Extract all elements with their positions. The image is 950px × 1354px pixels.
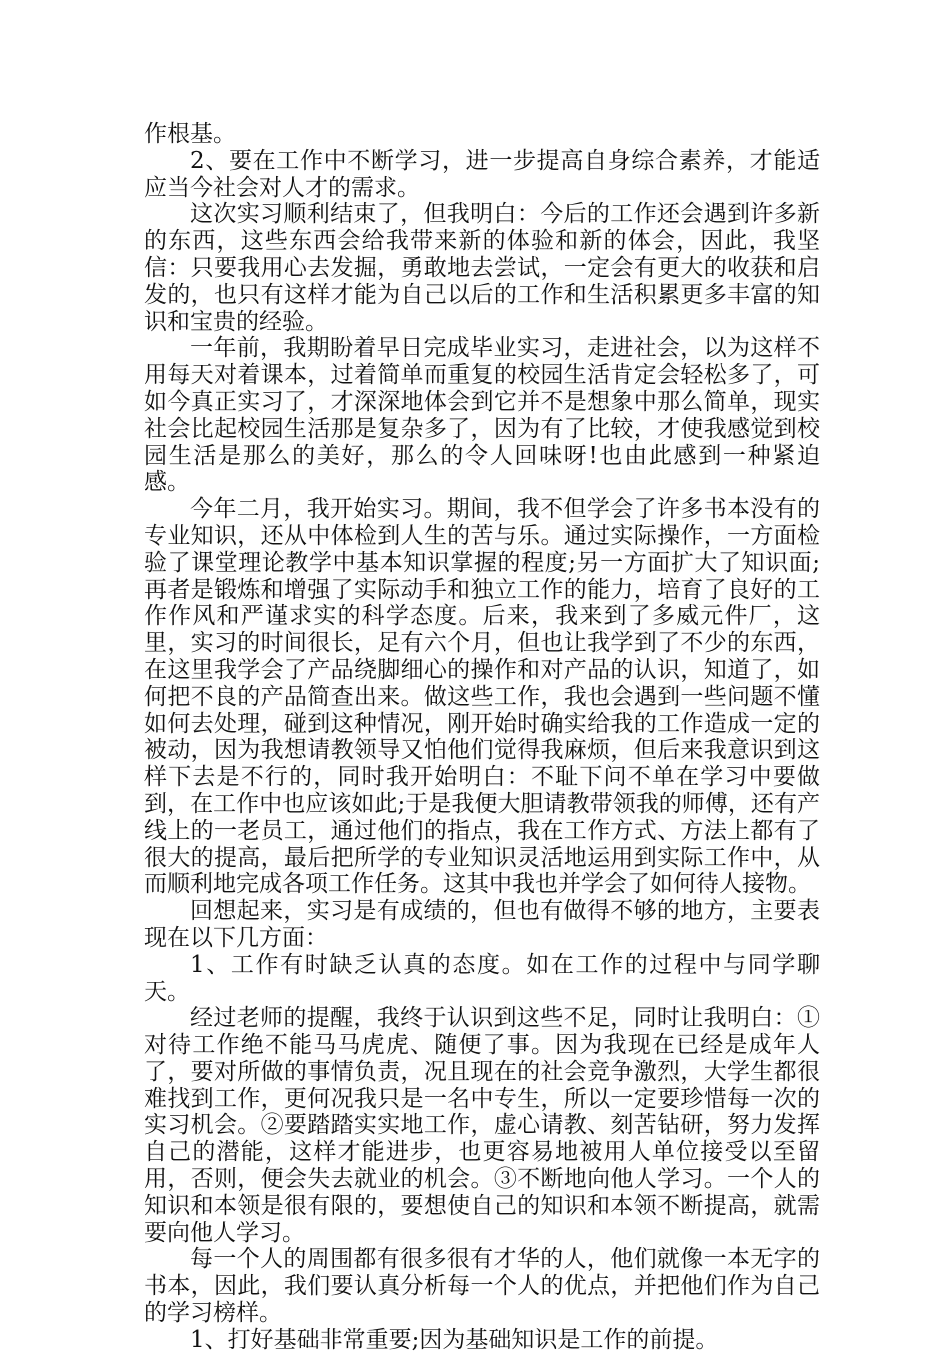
paragraph: 每一个人的周围都有很多很有才华的人，他们就像一本无字的书本，因此，我们要认真分析每一个人的优点，并把他们作为自己的学习榜样。 bbox=[144, 1246, 820, 1327]
paragraph: 2、要在工作中不断学习，进一步提高自身综合素养，才能适应当今社会对人才的需求。 bbox=[144, 147, 820, 201]
paragraph: 今年二月，我开始实习。期间，我不但学会了许多书本没有的专业知识，还从中体检到人生的苦与乐。通过实际操作，一方面检验了课堂理论教学中基本知识掌握的程度;另一方面扩大了知识面;再者是锻炼和增强了实际动手和独立工作的能力，培育了良好的工作作风和严谨求实的科学态度。后来，我来到了多威元件厂，这里，实习的时间很长，足有六个月，但也让我学到了不少的东西，在这里我学会了产品绕脚细心的操作和对产品的认识，知道了，如何把不良的产品简查出来。做这些工作，我也会遇到一些问题不懂如何去处理，碰到这种情况，刚开始时确实给我的工作造成一定的被动，因为我想请教领导又怕他们觉得我麻烦，但后来我意识到这样下去是不行的，同时我开始明白：不耻下问不单在学习中要做到，在工作中也应该如此;于是我便大胆请教带领我的师傅，还有产线上的一老员工，通过他们的指点，我在工作方式、方法上都有了很大的提高，最后把所学的专业知识灵活地运用到实际工作中，从而顺利地完成各项工作任务。这其中我也并学会了如何待人接物。 bbox=[144, 496, 820, 898]
paragraph: 作根基。 bbox=[144, 121, 236, 147]
paragraph: 经过老师的提醒，我终于认识到这些不足，同时让我明白：①对待工作绝不能马马虎虎、随便了事。因为我现在已经是成年人了，要对所做的事情负责，况且现在的社会竞争激烈，大学生都很难找到工作，更何况我只是一名中专生，所以一定要珍惜每一次的实习机会。②要踏踏实实地工作，虚心请教、刻苦钻研，努力发挥自己的潜能，这样才能进步，也更容易地被用人单位接受以至留用，否则，便会失去就业的机会。③不断地向他人学习。一个人的知识和本领是很有限的，要想使自己的知识和本领不断提高，就需要向他人学习。 bbox=[144, 1005, 820, 1246]
paragraph: 1、工作有时缺乏认真的态度。如在工作的过程中与同学聊天。 bbox=[144, 951, 820, 1005]
document-body bbox=[144, 121, 820, 1354]
paragraph: 这次实习顺利结束了，但我明白：今后的工作还会遇到许多新的东西，这些东西会给我带来新的体验和新的体会，因此，我坚信：只要我用心去发掘，勇敢地去尝试，一定会有更大的收获和启发的，也只有这样才能为自己以后的工作和生活积累更多丰富的知识和宝贵的经验。 bbox=[144, 201, 820, 335]
paragraph: 回想起来，实习是有成绩的，但也有做得不够的地方，主要表现在以下几方面： bbox=[144, 898, 820, 951]
paragraph: 一年前，我期盼着早日完成毕业实习，走进社会，以为这样不用每天对着课本，过着简单而重复的校园生活肯定会轻松多了，可如今真正实习了，才深深地体会到它并不是想象中那么简单，现实社会比起校园生活那是复杂多了，因为有了比较，才使我感觉到校园生活是那么的美好，那么的令人回味呀!也由此感到一种紧迫感。 bbox=[144, 335, 820, 496]
paragraph: 1、打好基础非常重要;因为基础知识是工作的前提。 bbox=[190, 1326, 719, 1353]
